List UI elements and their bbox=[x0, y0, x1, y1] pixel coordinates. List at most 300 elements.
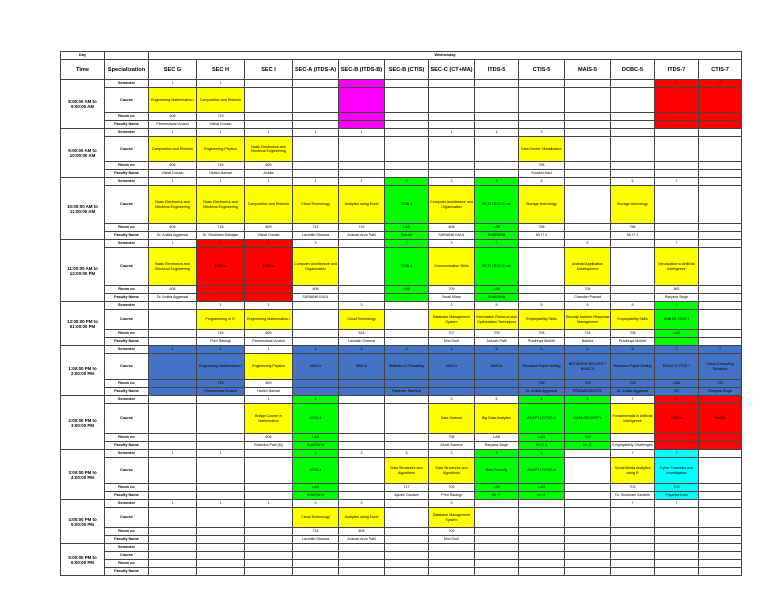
room-cell bbox=[655, 162, 699, 170]
course-cell bbox=[385, 310, 429, 330]
room-cell: LAB bbox=[385, 286, 429, 294]
semester-cell: 1 bbox=[149, 346, 197, 354]
semester-cell: 7 bbox=[655, 178, 699, 186]
semester-cell bbox=[655, 544, 699, 552]
faculty-cell bbox=[699, 121, 742, 129]
course-cell: Data Structures and Algorithms bbox=[429, 458, 475, 484]
course-cell: Employability Skills bbox=[519, 310, 565, 330]
faculty-cell bbox=[519, 294, 565, 302]
room-cell bbox=[611, 560, 655, 568]
course-cell: Basic Electronics and Electrical Engineering bbox=[149, 186, 197, 224]
course-cell: Bridge Course in Mathematics bbox=[245, 404, 293, 434]
room-cell bbox=[655, 113, 699, 121]
faculty-cell: Dr. Ankita Aggarwal bbox=[149, 294, 197, 302]
semester-cell: 1 bbox=[429, 129, 475, 137]
faculty-cell bbox=[475, 568, 519, 576]
room-cell bbox=[149, 528, 197, 536]
room-cell: 809 bbox=[245, 224, 293, 232]
time-slot: 9:00:00 AM to 10:00:00 AM bbox=[61, 129, 105, 178]
room-cell bbox=[339, 113, 385, 121]
faculty-cell bbox=[339, 121, 385, 129]
semester-cell bbox=[339, 544, 385, 552]
course-cell bbox=[565, 186, 611, 224]
room-cell bbox=[655, 528, 699, 536]
room-cell: BIS bbox=[655, 286, 699, 294]
course-cell bbox=[655, 88, 699, 113]
faculty-cell bbox=[699, 536, 742, 544]
column-header: CTIS-7 bbox=[699, 60, 742, 80]
semester-cell: 3 bbox=[385, 178, 429, 186]
course-cell bbox=[519, 248, 565, 286]
room-cell bbox=[293, 560, 339, 568]
room-cell bbox=[611, 286, 655, 294]
course-cell bbox=[611, 552, 655, 560]
faculty-cell: Ankush Arun Patil bbox=[339, 232, 385, 240]
row-label: Semester bbox=[105, 129, 149, 137]
faculty-cell bbox=[429, 121, 475, 129]
semester-cell: 7 bbox=[655, 80, 699, 88]
semester-cell: 3 bbox=[293, 396, 339, 404]
room-cell: 756 bbox=[519, 224, 565, 232]
faculty-cell: Chandan Prasad bbox=[565, 294, 611, 302]
course-cell: Engineering Mathematics-I bbox=[149, 88, 197, 113]
course-cell bbox=[565, 88, 611, 113]
faculty-cell bbox=[655, 338, 699, 346]
semester-cell bbox=[565, 129, 611, 137]
semester-cell: 7 bbox=[655, 346, 699, 354]
faculty-cell bbox=[655, 170, 699, 178]
course-cell bbox=[293, 310, 339, 330]
course-cell: BT-IT-ITDS-5 Lab bbox=[475, 186, 519, 224]
semester-cell: 7 bbox=[655, 396, 699, 404]
faculty-cell bbox=[611, 568, 655, 576]
semester-cell bbox=[339, 396, 385, 404]
faculty-cell: KK bbox=[655, 388, 699, 396]
course-cell: Basic Electronics and Electrical Engineering bbox=[197, 186, 245, 224]
row-label: Semester bbox=[105, 240, 149, 248]
room-cell bbox=[385, 113, 429, 121]
slot-row-faculty bbox=[61, 442, 742, 450]
faculty-cell: Barkha bbox=[565, 338, 611, 346]
course-cell bbox=[385, 137, 429, 162]
row-label: Semester bbox=[105, 178, 149, 186]
semester-cell bbox=[565, 80, 611, 88]
course-cell: Statistics & Probability bbox=[385, 354, 429, 380]
course-cell bbox=[475, 508, 519, 528]
course-cell: Cloud Technology bbox=[339, 310, 385, 330]
room-cell: 719 bbox=[197, 113, 245, 121]
row-label: Room no bbox=[105, 330, 149, 338]
room-cell bbox=[245, 113, 293, 121]
column-header: Specialization bbox=[105, 60, 149, 80]
timetable-grid bbox=[60, 51, 742, 576]
semester-cell: 5 bbox=[519, 346, 565, 354]
faculty-cell bbox=[519, 536, 565, 544]
semester-cell: 1 bbox=[197, 129, 245, 137]
course-cell: MMCA bbox=[655, 404, 699, 434]
faculty-cell bbox=[611, 536, 655, 544]
room-cell: LAB bbox=[655, 330, 699, 338]
room-cell bbox=[611, 113, 655, 121]
faculty-cell bbox=[699, 492, 742, 500]
faculty-cell bbox=[149, 388, 197, 396]
course-cell: Cyber Forensics and Investigation bbox=[655, 458, 699, 484]
room-cell: 608 bbox=[339, 528, 385, 536]
slot-row-semester bbox=[61, 129, 742, 137]
faculty-cell bbox=[293, 338, 339, 346]
slot-row-semester bbox=[61, 450, 742, 458]
faculty-cell: Ankush Patil bbox=[475, 338, 519, 346]
room-cell bbox=[149, 380, 197, 388]
column-header: SEC-C (CT+MA) bbox=[429, 60, 475, 80]
room-cell: 706 bbox=[519, 380, 565, 388]
room-cell: 715 bbox=[293, 224, 339, 232]
semester-cell: 5 bbox=[519, 178, 565, 186]
semester-cell bbox=[385, 129, 429, 137]
course-cell: MMCA bbox=[197, 248, 245, 286]
room-cell bbox=[339, 434, 385, 442]
course-cell: Fundamentals in Artificial Intelligence bbox=[611, 404, 655, 434]
slot-row-semester bbox=[61, 396, 742, 404]
course-cell: ADAPT-IT-ITDS-5 bbox=[519, 458, 565, 484]
faculty-cell bbox=[197, 492, 245, 500]
faculty-cell bbox=[475, 388, 519, 396]
course-cell bbox=[339, 248, 385, 286]
faculty-cell bbox=[611, 121, 655, 129]
faculty-cell: Swati Miran bbox=[429, 294, 475, 302]
course-cell bbox=[519, 508, 565, 528]
semester-cell bbox=[475, 500, 519, 508]
room-cell bbox=[519, 528, 565, 536]
faculty-cell bbox=[699, 568, 742, 576]
course-cell bbox=[339, 458, 385, 484]
semester-cell: 5 bbox=[475, 396, 519, 404]
semester-cell bbox=[149, 396, 197, 404]
course-cell: Information Retrieval and Optimization Techniques bbox=[475, 310, 519, 330]
slot-row-course bbox=[61, 88, 742, 113]
room-cell: 608 bbox=[149, 286, 197, 294]
faculty-cell: Ayushi Gautam bbox=[385, 492, 429, 500]
slot-row-course bbox=[61, 508, 742, 528]
faculty-cell bbox=[339, 568, 385, 576]
room-cell: 709 bbox=[429, 484, 475, 492]
semester-cell: 5 bbox=[475, 178, 519, 186]
semester-cell: 7 bbox=[655, 450, 699, 458]
course-cell bbox=[565, 137, 611, 162]
slot-row-semester bbox=[61, 302, 742, 310]
faculty-cell: PRANABVASUTE bbox=[565, 388, 611, 396]
semester-cell: 5 bbox=[565, 302, 611, 310]
course-cell bbox=[699, 552, 742, 560]
faculty-cell: Dr. Ankita Aggarwal bbox=[149, 232, 197, 240]
semester-cell: 7 bbox=[655, 500, 699, 508]
semester-cell bbox=[245, 80, 293, 88]
course-cell: Multi-BT-ITDS-7 bbox=[655, 310, 699, 330]
semester-cell bbox=[245, 450, 293, 458]
faculty-cell: Ravinder Rakheja bbox=[385, 388, 429, 396]
faculty-cell: Pradhnya Mohite bbox=[519, 338, 565, 346]
faculty-cell bbox=[655, 536, 699, 544]
row-label: Semester bbox=[105, 544, 149, 552]
room-cell bbox=[197, 528, 245, 536]
room-cell: 716 bbox=[565, 330, 611, 338]
room-cell bbox=[149, 434, 197, 442]
course-cell bbox=[197, 508, 245, 528]
faculty-cell: Surabhi Kaul bbox=[519, 170, 565, 178]
course-cell bbox=[475, 137, 519, 162]
faculty-cell bbox=[519, 121, 565, 129]
room-cell: 703 bbox=[655, 484, 699, 492]
faculty-cell bbox=[611, 170, 655, 178]
semester-cell: 7 bbox=[655, 302, 699, 310]
course-cell: Analytics using Excel bbox=[339, 186, 385, 224]
course-cell bbox=[339, 552, 385, 560]
semester-cell: 1 bbox=[245, 302, 293, 310]
semester-cell bbox=[699, 129, 742, 137]
faculty-cell: Ranjana Singh bbox=[655, 294, 699, 302]
column-header: SEC-A (ITDS-A) bbox=[293, 60, 339, 80]
room-cell bbox=[429, 113, 475, 121]
semester-cell: 5 bbox=[611, 346, 655, 354]
semester-cell: 1 bbox=[245, 240, 293, 248]
semester-cell: 1 bbox=[293, 129, 339, 137]
faculty-cell: SURABHI KAUL bbox=[293, 294, 339, 302]
semester-cell: 5 bbox=[475, 450, 519, 458]
slot-row-faculty bbox=[61, 492, 742, 500]
row-label: Semester bbox=[105, 500, 149, 508]
semester-cell: 1 bbox=[197, 346, 245, 354]
faculty-cell: Dr. Ankita Aggarwal bbox=[519, 388, 565, 396]
course-cell bbox=[149, 508, 197, 528]
semester-cell: 1 bbox=[245, 178, 293, 186]
course-cell: Computer Architecture and Organization bbox=[293, 248, 339, 286]
room-cell bbox=[699, 162, 742, 170]
semester-cell bbox=[293, 544, 339, 552]
semester-cell: 1 bbox=[149, 240, 197, 248]
semester-cell bbox=[699, 396, 742, 404]
semester-cell: 3 bbox=[339, 450, 385, 458]
semester-cell: 3 bbox=[429, 302, 475, 310]
row-label: Course bbox=[105, 310, 149, 330]
row-label: Room no bbox=[105, 224, 149, 232]
semester-cell: 3 bbox=[385, 450, 429, 458]
course-cell: Data Science bbox=[429, 404, 475, 434]
slot-row-room bbox=[61, 224, 742, 232]
faculty-cell bbox=[385, 536, 429, 544]
room-cell: 703 bbox=[699, 380, 742, 388]
room-cell: 717 bbox=[385, 484, 429, 492]
semester-cell bbox=[519, 500, 565, 508]
semester-cell bbox=[429, 80, 475, 88]
faculty-cell bbox=[475, 121, 519, 129]
semester-cell bbox=[149, 544, 197, 552]
slot-row-faculty bbox=[61, 121, 742, 129]
slot-row-semester bbox=[61, 544, 742, 552]
semester-cell: 1 bbox=[149, 129, 197, 137]
slot-row-course bbox=[61, 186, 742, 224]
slot-row-course bbox=[61, 354, 742, 380]
course-cell bbox=[611, 248, 655, 286]
semester-cell: 3 bbox=[339, 346, 385, 354]
course-cell bbox=[699, 137, 742, 162]
faculty-cell: Mr IT bbox=[565, 442, 611, 450]
faculty-cell bbox=[475, 536, 519, 544]
course-cell bbox=[385, 508, 429, 528]
time-slot: 10:00:00 AM to 11:00:00 AM bbox=[61, 178, 105, 240]
semester-cell bbox=[475, 80, 519, 88]
semester-cell: 1 bbox=[197, 500, 245, 508]
slot-row-room bbox=[61, 113, 742, 121]
room-cell bbox=[197, 286, 245, 294]
slot-row-faculty bbox=[61, 232, 742, 240]
course-cell bbox=[429, 552, 475, 560]
room-cell bbox=[197, 484, 245, 492]
course-cell: Data Security bbox=[475, 458, 519, 484]
room-cell bbox=[699, 434, 742, 442]
faculty-cell bbox=[149, 568, 197, 576]
faculty-cell: Laxmikh Sharma bbox=[293, 536, 339, 544]
faculty-cell: Ravindra Patil (M) bbox=[245, 442, 293, 450]
course-cell: Communication Skills bbox=[429, 248, 475, 286]
semester-cell: 3 bbox=[429, 450, 475, 458]
room-cell bbox=[149, 560, 197, 568]
faculty-cell: Mr IT 5 bbox=[519, 442, 565, 450]
faculty-cell bbox=[565, 170, 611, 178]
semester-cell bbox=[385, 500, 429, 508]
room-cell bbox=[149, 484, 197, 492]
room-cell bbox=[385, 330, 429, 338]
row-label: Faculty Name bbox=[105, 294, 149, 302]
course-cell: MMCA bbox=[475, 354, 519, 380]
row-label: Faculty Name bbox=[105, 492, 149, 500]
room-cell: LAB bbox=[293, 484, 339, 492]
room-cell bbox=[565, 528, 611, 536]
course-cell bbox=[385, 552, 429, 560]
room-cell: 706 bbox=[565, 286, 611, 294]
course-cell bbox=[565, 508, 611, 528]
room-cell bbox=[655, 224, 699, 232]
faculty-cell bbox=[149, 442, 197, 450]
semester-cell: 1 bbox=[197, 240, 245, 248]
course-cell bbox=[699, 248, 742, 286]
room-cell: LAB bbox=[519, 484, 565, 492]
row-label: Faculty Name bbox=[105, 536, 149, 544]
slot-row-course bbox=[61, 248, 742, 286]
course-cell: Data Center Virtualization bbox=[519, 137, 565, 162]
faculty-cell bbox=[699, 170, 742, 178]
row-label: Course bbox=[105, 552, 149, 560]
room-cell: 608 bbox=[149, 162, 197, 170]
timetable bbox=[60, 51, 734, 576]
faculty-cell bbox=[245, 121, 293, 129]
row-label: Room no bbox=[105, 528, 149, 536]
row-label: Faculty Name bbox=[105, 568, 149, 576]
row-label: Faculty Name bbox=[105, 170, 149, 178]
course-cell bbox=[197, 552, 245, 560]
room-cell bbox=[565, 224, 611, 232]
semester-cell: 3 bbox=[293, 240, 339, 248]
column-header: SEC I bbox=[245, 60, 293, 80]
semester-cell bbox=[475, 544, 519, 552]
semester-cell bbox=[565, 500, 611, 508]
faculty-cell: Prim Rastogi bbox=[429, 492, 475, 500]
semester-cell bbox=[699, 240, 742, 248]
semester-cell: 1 bbox=[339, 178, 385, 186]
course-cell: CSIA-3 bbox=[293, 458, 339, 484]
faculty-cell: Laxmikh Sharma bbox=[293, 232, 339, 240]
room-cell: 706 bbox=[611, 330, 655, 338]
semester-cell: 1 bbox=[149, 450, 197, 458]
course-cell bbox=[149, 458, 197, 484]
row-label: Faculty Name bbox=[105, 388, 149, 396]
course-cell bbox=[245, 508, 293, 528]
room-cell: 608 bbox=[245, 434, 293, 442]
faculty-cell bbox=[429, 170, 475, 178]
semester-cell bbox=[699, 544, 742, 552]
course-cell: MMCA bbox=[429, 354, 475, 380]
row-label: Faculty Name bbox=[105, 232, 149, 240]
column-header: MAIS-5 bbox=[565, 60, 611, 80]
semester-cell bbox=[611, 544, 655, 552]
semester-cell: 3 bbox=[339, 500, 385, 508]
faculty-cell: Dr. Shubham Mahajan bbox=[197, 232, 245, 240]
faculty-cell bbox=[429, 568, 475, 576]
semester-cell bbox=[699, 500, 742, 508]
course-cell: Cloud Computing Solutions bbox=[699, 354, 742, 380]
faculty-cell bbox=[565, 536, 611, 544]
column-header: ITDS-7 bbox=[655, 60, 699, 80]
semester-cell bbox=[293, 302, 339, 310]
course-cell bbox=[385, 404, 429, 434]
row-label: Faculty Name bbox=[105, 442, 149, 450]
room-cell bbox=[293, 380, 339, 388]
course-cell bbox=[611, 508, 655, 528]
faculty-cell: Vishal Gosain bbox=[149, 170, 197, 178]
faculty-cell: Parmeshwari Anand bbox=[149, 121, 197, 129]
row-label: Course bbox=[105, 186, 149, 224]
semester-cell: 7 bbox=[611, 396, 655, 404]
faculty-cell bbox=[385, 170, 429, 178]
semester-cell: 3 bbox=[429, 346, 475, 354]
room-cell bbox=[655, 560, 699, 568]
slot-row-faculty bbox=[61, 170, 742, 178]
course-cell bbox=[197, 404, 245, 434]
room-cell bbox=[429, 162, 475, 170]
room-cell: LAB bbox=[385, 224, 429, 232]
course-cell bbox=[565, 458, 611, 484]
course-cell bbox=[475, 88, 519, 113]
faculty-cell bbox=[385, 294, 429, 302]
faculty-cell: Ranjana Singh bbox=[699, 388, 742, 396]
course-cell: Big Data Analytics bbox=[475, 404, 519, 434]
course-cell bbox=[293, 137, 339, 162]
faculty-cell: Mohit Saxena bbox=[429, 442, 475, 450]
course-cell bbox=[429, 88, 475, 113]
course-cell bbox=[293, 88, 339, 113]
course-cell bbox=[149, 354, 197, 380]
faculty-cell bbox=[699, 294, 742, 302]
course-cell: ADAPT-IT-ITDS-5 bbox=[519, 404, 565, 434]
course-cell bbox=[655, 137, 699, 162]
slot-row-semester bbox=[61, 346, 742, 354]
room-cell bbox=[475, 162, 519, 170]
semester-cell: 3 bbox=[293, 500, 339, 508]
room-cell: 716 bbox=[197, 380, 245, 388]
room-cell bbox=[339, 380, 385, 388]
course-cell: MMCA bbox=[293, 354, 339, 380]
semester-cell bbox=[339, 240, 385, 248]
faculty-cell bbox=[293, 121, 339, 129]
